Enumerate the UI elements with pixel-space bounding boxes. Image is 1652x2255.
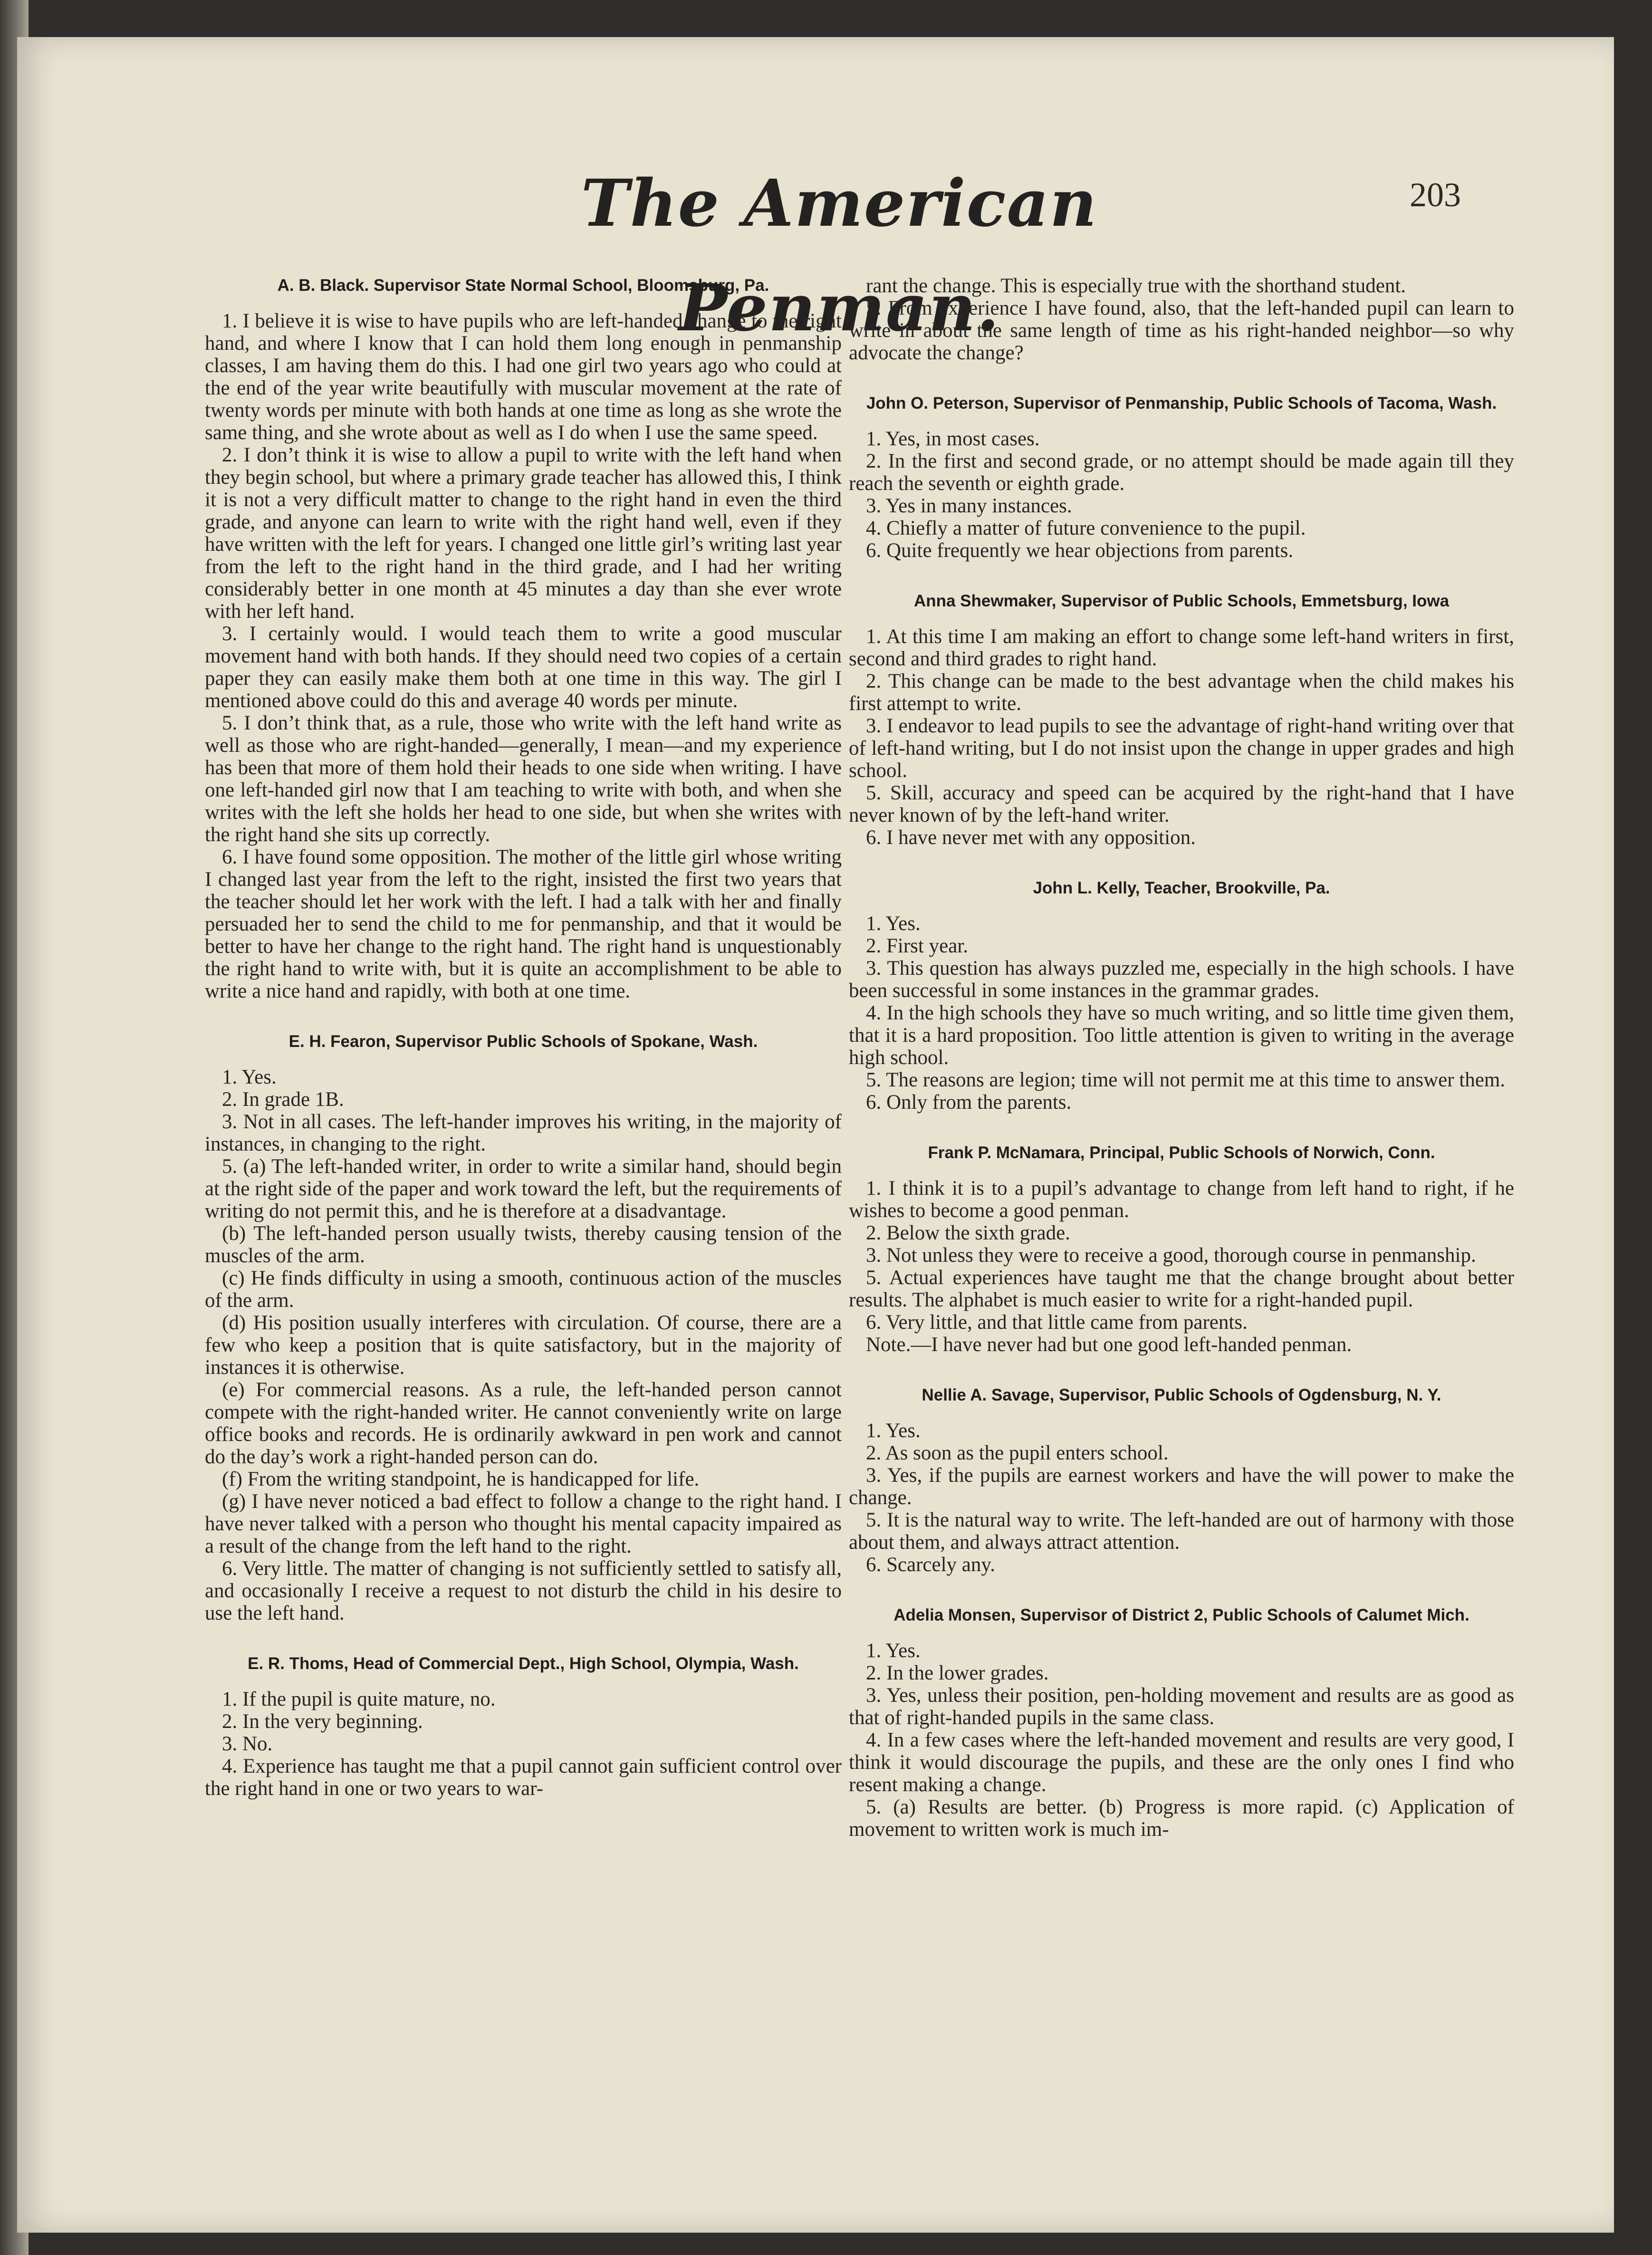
answer-paragraph: 6. Only from the parents. [866,1091,1072,1113]
article-section [205,1653,842,1800]
answer-paragraph: 1. Yes. [866,1640,921,1662]
answer-paragraph: (c) He finds difficulty in using a smooth, continuous action of the muscles of the arm. [205,1267,842,1312]
answer-paragraph: 3. Yes, unless their position, pen-holding movement and results are as good as that of right-handed pupils in the same class. [849,1684,1514,1729]
article-section [849,1142,1514,1356]
article-section [849,1384,1514,1576]
section-heading: Nellie A. Savage, Supervisor, Public Schools of Ogdensburg, N. Y. [922,1386,1441,1404]
article-section [849,877,1514,1113]
left-column [205,275,842,1828]
answer-paragraph: 3. No. [222,1733,273,1755]
answer-paragraph: 2. I don’t think it is wise to allow a pupil to write with the left hand when they begin school, but where a primary grade teacher has allowed this, I think it is not a very difficult matter to change to the right hand in even the third grade, and anyone can learn to write with the right hand well, even if they have written with the left for years. I changed one little girl’s writing last year from the left to the right hand in the third grade, and I had her writing considerably better in one month at 45 minutes a day than she ever wrote with her left hand. [205,444,842,623]
answer-paragraph: 3. Yes in many instances. [866,495,1072,517]
answer-paragraph: (e) For commercial reasons. As a rule, the left-handed person cannot compete with the right-handed writer. He cannot conveniently write on large office books and records. He is ordinarily awkward in pen work and cannot do the day’s work a right-handed person can do. [205,1379,842,1468]
answer-paragraph: 5. From experience I have found, also, that the left-handed pupil can learn to write in about the same length of time as his right-handed neighbor—so why advocate the change? [849,297,1514,364]
answer-paragraph: 5. (a) Results are better. (b) Progress is more rapid. (c) Application of movement to written work is much im- [849,1796,1514,1841]
answer-paragraph: rant the change. This is especially true with the shorthand student. [866,275,1406,297]
answer-paragraph: 3. I certainly would. I would teach them to write a good muscular movement hand with both hands. If they should need two copies of a certain paper they can easily make them both at one time in this way. The girl I mentioned above could do this and average 40 words per minute. [205,623,842,712]
section-heading: E. H. Fearon, Supervisor Public Schools of Spokane, Wash. [288,1032,758,1051]
right-column [849,275,1514,1869]
answer-paragraph: 4. In the high schools they have so much writing, and so little time given them, that it is a hard proposition. Too little attention is given to writing in the average high school. [849,1002,1514,1069]
article-section [849,275,1514,364]
section-heading: Adelia Monsen, Supervisor of District 2, Public Schools of Calumet Mich. [893,1606,1470,1624]
answer-paragraph: 6. Scarcely any. [866,1554,995,1576]
answer-paragraph: 3. Not unless they were to receive a good, thorough course in penmanship. [866,1244,1476,1267]
answer-paragraph: 2. First year. [866,935,968,957]
section-heading: John O. Peterson, Supervisor of Penmanship, Public Schools of Tacoma, Wash. [866,394,1497,413]
answer-paragraph: 2. As soon as the pupil enters school. [866,1442,1169,1464]
answer-paragraph: 1. At this time I am making an effort to change some left-hand writers in first, second and third grades to right hand. [849,625,1514,670]
section-heading: A. B. Black. Supervisor State Normal School, Bloomsburg, Pa. [277,276,769,295]
answer-paragraph: 1. Yes. [222,1066,277,1088]
answer-paragraph: 1. Yes, in most cases. [866,428,1040,450]
article-section [849,590,1514,849]
answer-paragraph: (g) I have never noticed a bad effect to follow a change to the right hand. I have never talked with a person who thought his mental capacity impaired as a result of the change from the left hand to the right. [205,1490,842,1557]
answer-paragraph: 6. Quite frequently we hear objections from parents. [866,539,1294,562]
answer-paragraph: 5. It is the natural way to write. The left-handed are out of harmony with those about them, and always attract attention. [849,1509,1514,1554]
answer-paragraph: 5. Actual experiences have taught me that the change brought about better results. The alphabet is much easier to write for a right-handed pupil. [849,1267,1514,1311]
answer-paragraph: 4. Experience has taught me that a pupil cannot gain sufficient control over the right hand in one or two years to war- [205,1755,842,1800]
answer-paragraph: 5. The reasons are legion; time will not permit me at this time to answer them. [866,1069,1506,1091]
answer-paragraph: 3. I endeavor to lead pupils to see the advantage of right-hand writing over that of left-hand writing, but I do not insist upon the change in upper grades and high school. [849,715,1514,782]
section-heading: Frank P. McNamara, Principal, Public Schools of Norwich, Conn. [928,1143,1435,1162]
article-section [849,1604,1514,1841]
answer-paragraph: 5. I don’t think that, as a rule, those who write with the left hand write as well as those who are right-handed—generally, I mean—and my experience has been that more of them hold their heads to one side when writing. I have one left-handed girl now that I am teaching to write with both, and when she writes with the left she holds her head to one side, but when she writes with the right hand she sits up correctly. [205,712,842,846]
answer-paragraph: 2. In the very beginning. [222,1710,423,1733]
answer-paragraph: Note.—I have never had but one good left-handed penman. [866,1334,1352,1356]
answer-paragraph: (f) From the writing standpoint, he is handicapped for life. [222,1468,700,1490]
answer-paragraph: 3. Yes, if the pupils are earnest workers and have the will power to make the change. [849,1464,1514,1509]
article-section [205,1031,842,1624]
answer-paragraph: 2. In grade 1B. [222,1088,344,1111]
answer-paragraph: 2. In the lower grades. [866,1662,1049,1684]
answer-paragraph: 2. In the first and second grade, or no attempt should be made again till they reach the seventh or eighth grade. [849,450,1514,495]
answer-paragraph: 6. Very little. The matter of changing is not sufficiently settled to satisfy all, and occasionally I receive a request to not disturb the child in his desire to use the left hand. [205,1557,842,1624]
answer-paragraph: 3. This question has always puzzled me, especially in the high schools. I have been successful in some instances in the grammar grades. [849,957,1514,1002]
answer-paragraph: 2. This change can be made to the best advantage when the child makes his first attempt to write. [849,670,1514,715]
page [17,37,1614,2233]
answer-paragraph: 5. (a) The left-handed writer, in order to write a similar hand, should begin at the right side of the paper and work toward the left, but the requirements of writing do not permit this, and he is therefore at a disadvantage. [205,1155,842,1222]
answer-paragraph: 6. Very little, and that little came from parents. [866,1311,1248,1334]
article-section [849,393,1514,562]
section-heading: Anna Shewmaker, Supervisor of Public Schools, Emmetsburg, Iowa [913,592,1450,610]
section-heading: E. R. Thoms, Head of Commercial Dept., High School, Olympia, Wash. [248,1654,799,1673]
answer-paragraph: 1. I believe it is wise to have pupils who are left-handed change to the right hand, and where I know that I can hold them long enough in penmanship classes, I am having them do this. I had one girl two years ago who could at the end of the year write beautifully with muscular movement at the rate of twenty words per minute with both hands at one time as long as she wrote the same thing, and she wrote about as well as I do when I use the same speed. [205,310,842,444]
answer-paragraph: 2. Below the sixth grade. [866,1222,1070,1244]
answer-paragraph: 3. Not in all cases. The left-hander improves his writing, in the majority of instances, in changing to the right. [205,1111,842,1155]
answer-paragraph: 4. In a few cases where the left-handed movement and results are very good, I think it would discourage the pupils, and these are the only ones I find who resent making a change. [849,1729,1514,1796]
page-number: 203 [1410,176,1461,214]
answer-paragraph: 6. I have found some opposition. The mother of the little girl whose writing I changed last year from the left to the right, insisted the first two years that the teacher should let her work with the left. I had a talk with her and finally persuaded her to send the child to me for penmanship, and that it would be better to have her change to the right hand. The right hand is unquestionably the right hand to write with, but it is quite an accomplishment to be able to write a nice hand and rapidly, with both at one time. [205,846,842,1002]
answer-paragraph: 1. Yes. [866,912,921,935]
answer-paragraph: 5. Skill, accuracy and speed can be acquired by the right-hand that I have never known of by the left-hand writer. [849,782,1514,826]
answer-paragraph: 1. Yes. [866,1420,921,1442]
answer-paragraph: (b) The left-handed person usually twists, thereby causing tension of the muscles of the arm. [205,1222,842,1267]
article-section [205,275,842,1002]
answer-paragraph: 4. Chiefly a matter of future convenience to the pupil. [866,517,1306,539]
masthead-title: The American Penman. [581,165,1098,346]
answer-paragraph: 6. I have never met with any opposition. [866,826,1196,849]
section-heading: John L. Kelly, Teacher, Brookville, Pa. [1033,879,1330,897]
answer-paragraph: 1. I think it is to a pupil’s advantage to change from left hand to right, if he wishes to become a good penman. [849,1177,1514,1222]
answer-paragraph: 1. If the pupil is quite mature, no. [222,1688,496,1710]
answer-paragraph: (d) His position usually interferes with circulation. Of course, there are a few who keep a position that is quite satisfactory, but in the majority of instances it is otherwise. [205,1312,842,1379]
